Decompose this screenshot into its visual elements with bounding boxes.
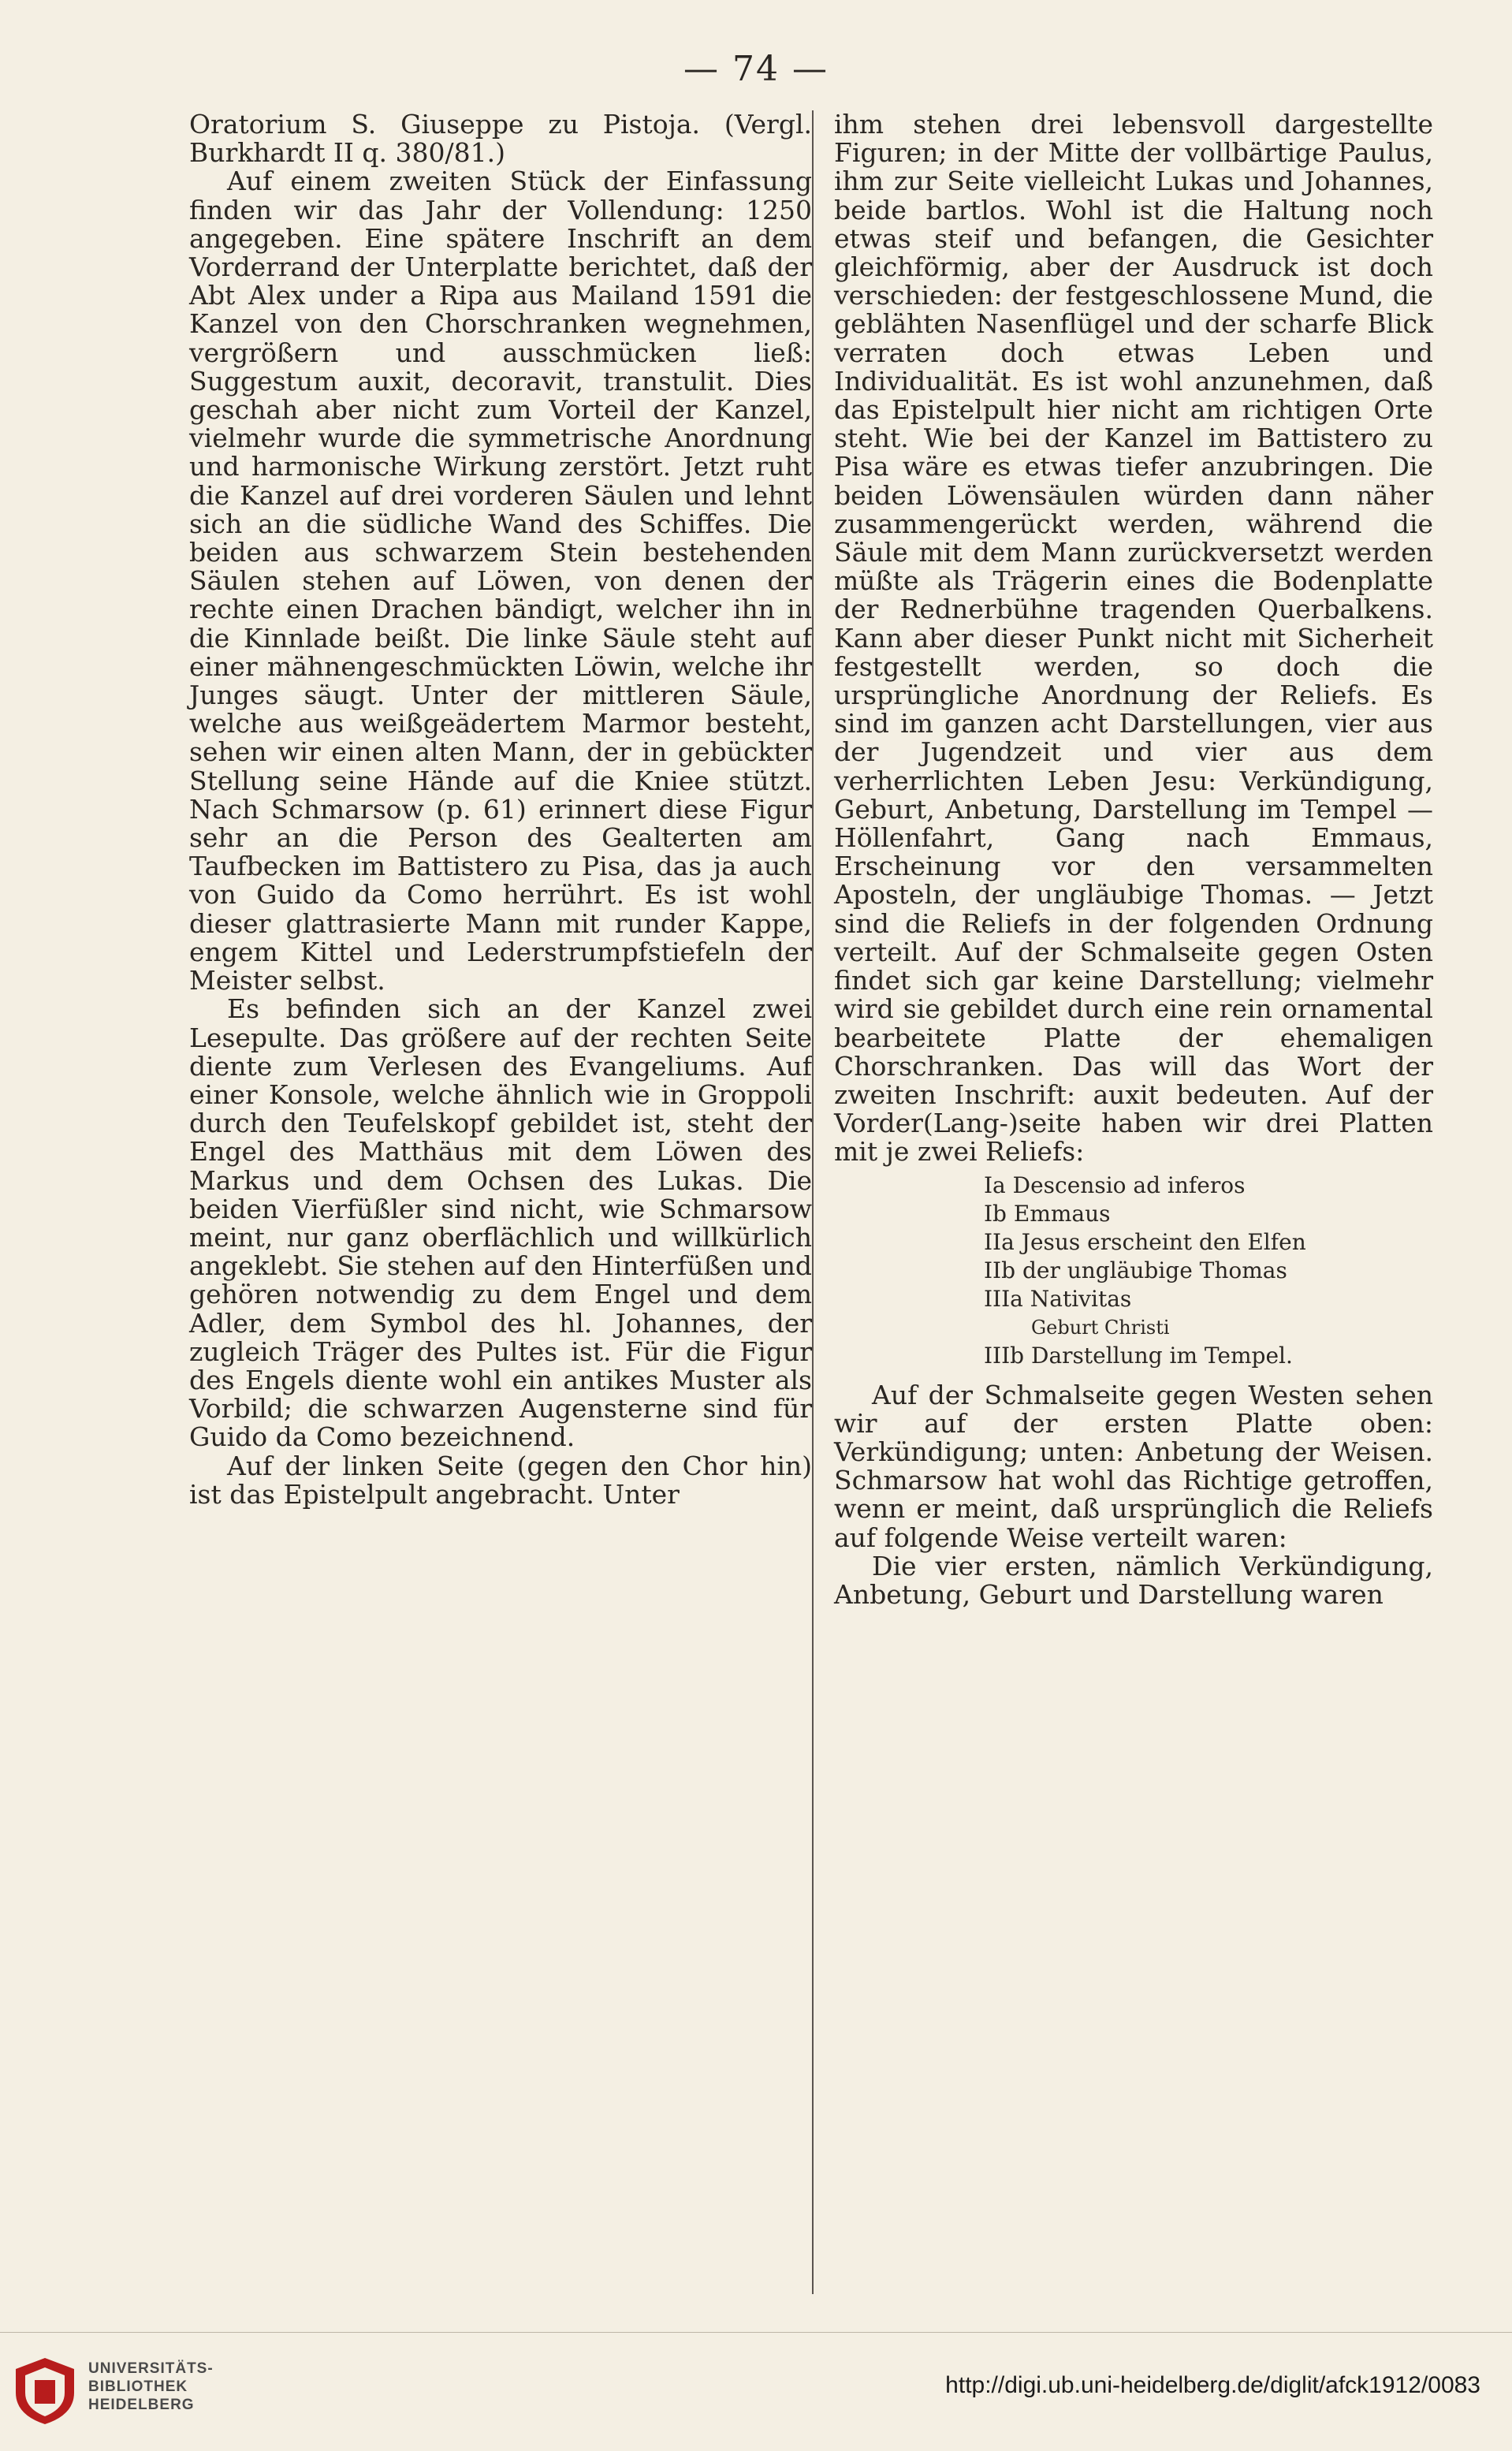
library-logo-icon bbox=[11, 2355, 79, 2427]
footer bbox=[0, 2332, 1512, 2451]
paragraph: ihm stehen drei lebensvoll dargestellte Figuren; in der Mitte der vollbärtige Paulus, ihm zur Seite vielleicht Lukas und Johannes, beide bartlos. Wohl ist die Haltung noch etwas steif und befangen, die Gesichter gleichförmig, aber der Ausdruck ist doch verschieden: der festgeschlossene Mund, die geblähten Nasenflügel und der scharfe Blick verraten doch etwas Leben und Individualität. Es ist wohl anzunehmen, daß das Epistelpult hier nicht am richtigen Orte steht. Wie bei der Kanzel im Battistero zu Pisa wäre es etwas tiefer anzubringen. Die beiden Löwensäulen würden dann näher zusammengerückt werden, während die Säule mit dem Mann zurückversetzt werden müßte als Trägerin eines die Bodenplatte der Rednerbühne tragenden Querbalkens. Kann aber dieser Punkt nicht mit Sicherheit festgestellt werden, so doch die ursprüngliche Anordnung der Reliefs. Es sind im ganzen acht Darstellungen, vier aus der Jugendzeit und vier aus dem verherrlichten Leben Jesu: Verkündigung, Geburt, Anbetung, Darstellung im Tempel — Höllenfahrt, Gang nach Emmaus, Erscheinung vor den versammelten Aposteln, der ungläubige Thomas. — Jetzt sind die Reliefs in der folgenden Ordnung verteilt. Auf der Schmalseite gegen Osten findet sich gar keine Darstellung; vielmehr wird sie gebildet durch eine rein ornamental bearbeitete Platte der ehemaligen Chorschranken. Das will das Wort der zweiten Inschrift: auxit bedeuten. Auf der Vorder(Lang-)seite haben wir drei Platten mit je zwei Reliefs: bbox=[834, 109, 1433, 1168]
right-column bbox=[834, 110, 1433, 1609]
relief-item-note: Geburt Christi bbox=[1031, 1316, 1170, 1339]
paragraph: Auf der linken Seite (gegen den Chor hin) ist das Epistelpult angebracht. Unter bbox=[189, 1450, 812, 1510]
relief-item: IIa Jesus erscheint den Elfen bbox=[984, 1228, 1306, 1255]
paragraph: Die vier ersten, nämlich Verkündigung, Anbetung, Geburt und Darstellung waren bbox=[834, 1550, 1433, 1610]
relief-item: Ib Emmaus bbox=[984, 1200, 1111, 1227]
relief-item: Ia Descensio ad inferos bbox=[984, 1171, 1246, 1198]
relief-item: IIb der ungläubige Thomas bbox=[984, 1257, 1287, 1283]
left-column bbox=[189, 110, 812, 1509]
column-divider bbox=[812, 110, 814, 2294]
relief-list bbox=[984, 1171, 1433, 1370]
relief-item: IIIa Nativitas bbox=[984, 1285, 1132, 1312]
institution-name: UNIVERSITÄTS- BIBLIOTHEK HEIDELBERG bbox=[88, 2360, 214, 2413]
paragraph: Oratorium S. Giuseppe zu Pistoja. (Vergl. Burkhardt II q. 380/81.) bbox=[189, 109, 812, 169]
source-url[interactable]: http://digi.ub.uni-heidelberg.de/diglit/afck1912/0083 bbox=[945, 2372, 1480, 2398]
paragraph: Es befinden sich an der Kanzel zwei Lesepulte. Das größere auf der rechten Seite diente zum Verlesen des Evangeliums. Auf einer Konsole, welche ähnlich wie in Groppoli durch den Teufelskopf gebildet ist, steht der Engel des Matthäus mit dem Löwen des Markus und dem Ochsen des Lukas. Die beiden Vierfüßler sind nicht, wie Schmarsow meint, nur ganz oberflächlich und willkürlich angeklebt. Sie stehen auf den Hinterfüßen und gehören notwendig zu dem Engel und dem Adler, dem Symbol des hl. Johannes, der zugleich Träger des Pultes ist. Für die Figur des Engels diente wohl ein antikes Muster als Vorbild; die schwarzen Augensterne sind für Guido da Como bezeichnend. bbox=[189, 993, 812, 1453]
paragraph: Auf der Schmalseite gegen Westen sehen wir auf der ersten Platte oben: Verkündigung; unten: Anbetung der Weisen. Schmarsow hat wohl das Richtige getroffen, wenn er meint, daß ursprünglich die Reliefs auf folgende Weise verteilt waren: bbox=[834, 1379, 1433, 1553]
relief-item: IIIb Darstellung im Tempel. bbox=[984, 1342, 1293, 1369]
page-number: — 74 — bbox=[683, 49, 829, 89]
paragraph: Auf einem zweiten Stück der Einfassung finden wir das Jahr der Vollendung: 1250 angegeben. Eine spätere Inschrift an dem Vorderrand der Unterplatte berichtet, daß der Abt Alex under a Ripa aus Mailand 1591 die Kanzel von den Chorschranken wegnehmen, vergrößern und ausschmücken ließ: Suggestum auxit, decoravit, transtulit. Dies geschah aber nicht zum Vorteil der Kanzel, vielmehr wurde die symmetrische Anordnung und harmonische Wirkung zerstört. Jetzt ruht die Kanzel auf drei vorderen Säulen und lehnt sich an die südliche Wand des Schiffes. Die beiden aus schwarzem Stein bestehenden Säulen stehen auf Löwen, von denen der rechte einen Drachen bändigt, welcher ihn in die Kinnlade beißt. Die linke Säule steht auf einer mähnengeschmückten Löwin, welche ihr Junges säugt. Unter der mittleren Säule, welche aus weißgeädertem Marmor besteht, sehen wir einen alten Mann, der in gebückter Stellung seine Hände auf die Kniee stützt. Nach Schmarsow (p. 61) erinnert diese Figur sehr an die Person des Gealterten am Taufbecken im Battistero zu Pisa, das ja auch von Guido da Como herrührt. Es ist wohl dieser glattrasierte Mann mit runder Kappe, engem Kittel und Lederstrumpfstiefeln der Meister selbst. bbox=[189, 166, 812, 996]
